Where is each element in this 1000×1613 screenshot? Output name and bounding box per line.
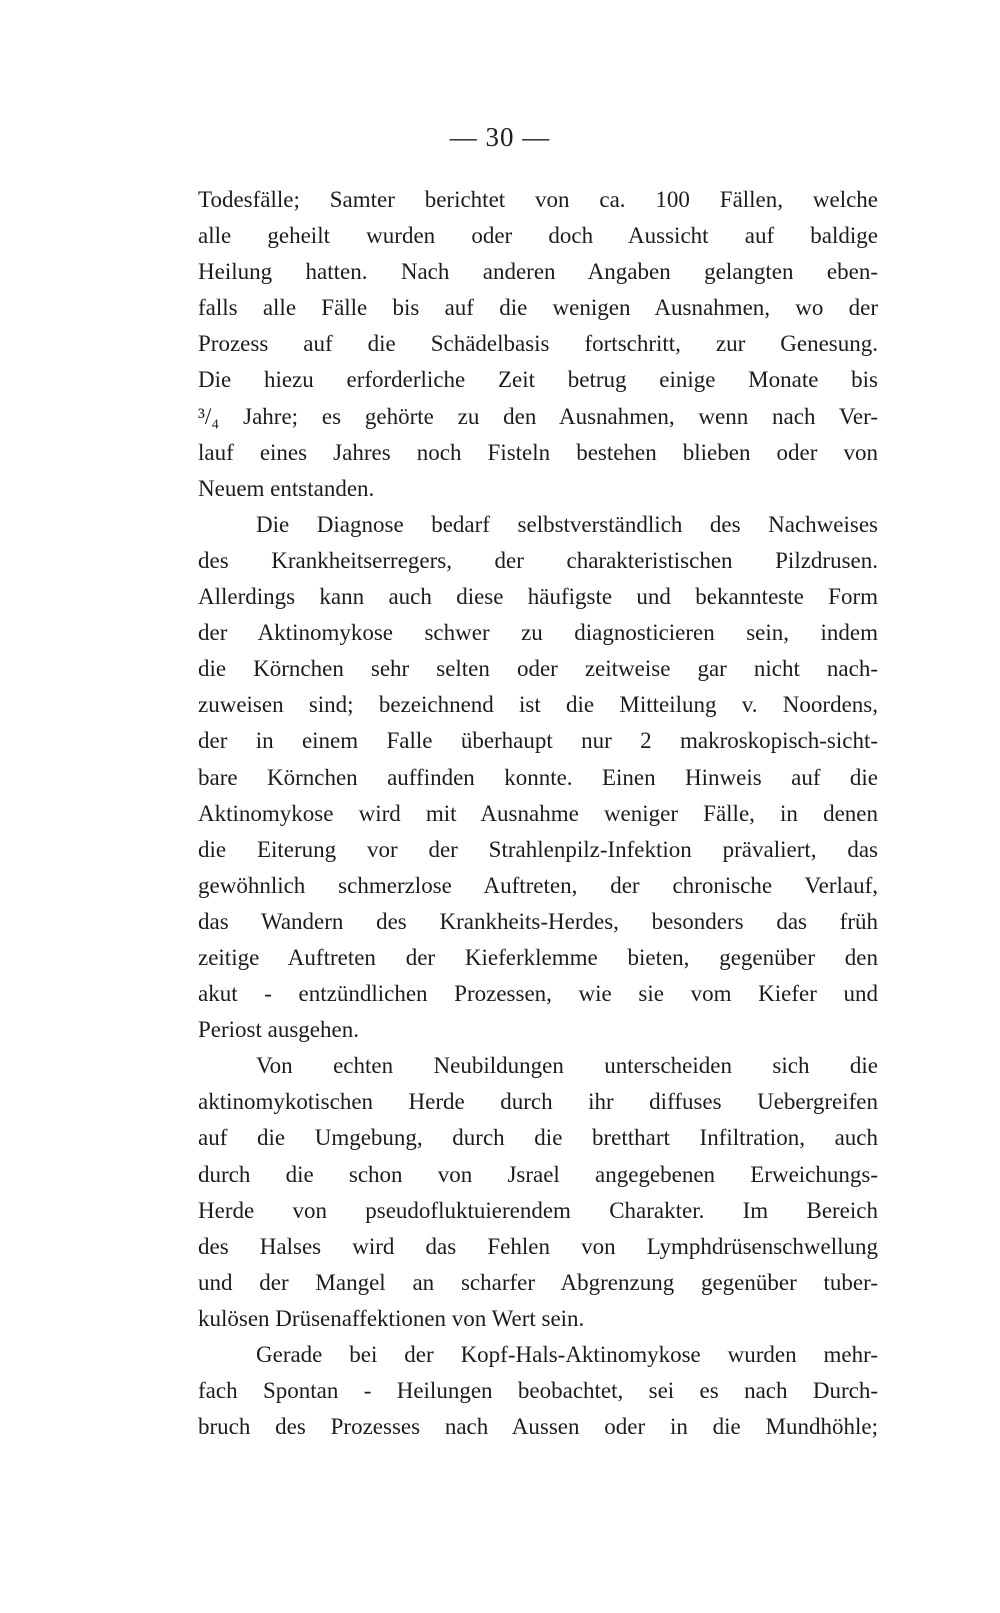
text-line: falls alle Fälle bis auf die wenigen Ausnahmen, wo der	[198, 295, 878, 321]
text-line: gewöhnlich schmerzlose Auftreten, der chronische Verlauf,	[198, 872, 878, 898]
text-line: zeitige Auftreten der Kieferklemme bieten, gegenüber den	[198, 944, 878, 970]
text-line: die Körnchen sehr selten oder zeitweise gar nicht nach-	[198, 656, 878, 682]
text-line: aktinomykotischen Herde durch ihr diffuses Uebergreifen	[198, 1089, 878, 1115]
text-line: kulösen Drüsenaffektionen von Wert sein.	[198, 1305, 585, 1331]
text-line: bare Körnchen auffinden konnte. Einen Hinweis auf die	[198, 764, 878, 790]
text-line: durch die schon von Jsrael angegebenen Erweichungs-	[198, 1161, 878, 1187]
text-line: alle geheilt wurden oder doch Aussicht auf baldige	[198, 223, 878, 249]
text-line: ³/₄ Jahre; es gehörte zu den Ausnahmen, wenn nach Ver-	[198, 403, 878, 429]
text-line: Periost ausgehen.	[198, 1017, 359, 1043]
page-number: — 30 —	[449, 122, 551, 152]
text-line: Gerade bei der Kopf-Hals-Aktinomykose wurden mehr-	[256, 1342, 878, 1367]
text-line: Von echten Neubildungen unterscheiden sich die	[256, 1053, 878, 1079]
text-line: das Wandern des Krankheits-Herdes, besonders das früh	[198, 908, 878, 934]
text-line: Todesfälle; Samter berichtet von ca. 100 Fällen, welche	[198, 187, 878, 212]
text-line: Neuem entstanden.	[198, 475, 375, 501]
body-text	[198, 182, 878, 1445]
text-line: Die Diagnose bedarf selbstverständlich des Nachweises	[256, 511, 878, 537]
text-line: Allerdings kann auch diese häufigste und bekannteste Form	[198, 584, 878, 610]
text-line: lauf eines Jahres noch Fisteln bestehen blieben oder von	[198, 439, 878, 465]
text-line: Prozess auf die Schädelbasis fortschritt, zur Genesung.	[198, 331, 878, 357]
text-line: der in einem Falle überhaupt nur 2 makroskopisch-sicht-	[198, 728, 878, 754]
text-line: bruch des Prozesses nach Aussen oder in die Mundhöhle;	[198, 1414, 878, 1440]
text-line: die Eiterung vor der Strahlenpilz-Infektion prävaliert, das	[198, 836, 878, 862]
text-line: des Krankheitserregers, der charakteristischen Pilzdrusen.	[198, 547, 878, 573]
text-line: Aktinomykose wird mit Ausnahme weniger Fälle, in denen	[198, 800, 878, 826]
text-line: des Halses wird das Fehlen von Lymphdrüsenschwellung	[198, 1233, 878, 1259]
text-line: zuweisen sind; bezeichnend ist die Mitteilung v. Noordens,	[198, 692, 878, 718]
text-line: akut - entzündlichen Prozessen, wie sie vom Kiefer und	[198, 981, 878, 1007]
text-line: auf die Umgebung, durch die bretthart Infiltration, auch	[198, 1125, 878, 1151]
text-line: und der Mangel an scharfer Abgrenzung gegenüber tuber-	[198, 1269, 878, 1295]
text-line: der Aktinomykose schwer zu diagnosticieren sein, indem	[198, 620, 878, 646]
text-line: Herde von pseudofluktuierendem Charakter. Im Bereich	[198, 1197, 878, 1223]
text-line: Heilung hatten. Nach anderen Angaben gelangten eben-	[198, 259, 878, 285]
text-line: fach Spontan - Heilungen beobachtet, sei es nach Durch-	[198, 1378, 878, 1404]
text-line: Die hiezu erforderliche Zeit betrug einige Monate bis	[198, 367, 878, 393]
